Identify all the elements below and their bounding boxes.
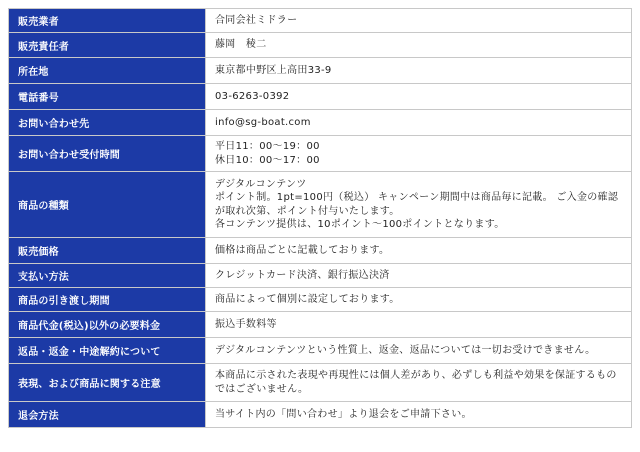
row-label: お問い合わせ受付時間 bbox=[9, 136, 206, 172]
row-value bbox=[206, 264, 632, 288]
value-line: 東京都中野区上高田33-9 bbox=[215, 64, 332, 76]
row-label: 所在地 bbox=[9, 58, 206, 84]
row-value bbox=[206, 402, 632, 428]
table-row-disclaimer bbox=[9, 364, 632, 402]
table-row-address bbox=[9, 58, 632, 84]
row-value bbox=[206, 172, 632, 238]
row-value bbox=[206, 9, 632, 33]
table-row-refund bbox=[9, 338, 632, 364]
row-label: 販売責任者 bbox=[9, 33, 206, 58]
commercial-transactions-table bbox=[8, 8, 632, 428]
row-value bbox=[206, 312, 632, 338]
table-row-contact-hours bbox=[9, 136, 632, 172]
value-line: デジタルコンテンツ bbox=[215, 178, 307, 190]
table-row-delivery bbox=[9, 288, 632, 312]
info-table-container bbox=[8, 8, 632, 428]
row-label: 退会方法 bbox=[9, 402, 206, 428]
row-value bbox=[206, 110, 632, 136]
value-line: 藤岡 稜二 bbox=[215, 39, 267, 51]
value-line: 休日10：00〜17：00 bbox=[215, 154, 320, 166]
table-row-contact bbox=[9, 110, 632, 136]
row-label: 商品の引き渡し期間 bbox=[9, 288, 206, 312]
table-row-seller bbox=[9, 9, 632, 33]
value-line: ポイント制。1pt=100円（税込） キャンペーン期間中は商品毎に記載。 ご入金の確認が取れ次第、ポイント付与いたします。 bbox=[215, 192, 619, 217]
table-row-price bbox=[9, 238, 632, 264]
value-line: 平日11：00〜19：00 bbox=[215, 141, 320, 152]
table-row-responsible-person bbox=[9, 33, 632, 58]
table-row-product-type bbox=[9, 172, 632, 238]
row-value bbox=[206, 338, 632, 364]
row-label: 商品代金(税込)以外の必要料金 bbox=[9, 312, 206, 338]
row-value bbox=[206, 364, 632, 402]
row-label: お問い合わせ先 bbox=[9, 110, 206, 136]
value-line: 本商品に示された表現や再現性には個人差があり、必ずしも利益や効果を保証するものではございません。 bbox=[215, 370, 617, 395]
row-value bbox=[206, 238, 632, 264]
value-line: 各コンテンツ提供は、10ポイント〜100ポイントとなります。 bbox=[215, 219, 505, 230]
value-line: 03-6263-0392 bbox=[215, 90, 290, 102]
value-line: 商品によって個別に設定しております。 bbox=[215, 293, 400, 305]
value-line: 振込手数料等 bbox=[215, 318, 277, 330]
row-label: 商品の種類 bbox=[9, 172, 206, 238]
row-value bbox=[206, 58, 632, 84]
row-label: 電話番号 bbox=[9, 84, 206, 110]
row-value bbox=[206, 136, 632, 172]
table-row-payment bbox=[9, 264, 632, 288]
row-value bbox=[206, 33, 632, 58]
row-label: 販売価格 bbox=[9, 238, 206, 264]
value-line: 価格は商品ごとに記載しております。 bbox=[215, 244, 390, 256]
value-line: 当サイト内の「問い合わせ」より退会をご申請下さい。 bbox=[215, 408, 472, 420]
table-row-phone bbox=[9, 84, 632, 110]
row-label: 支払い方法 bbox=[9, 264, 206, 288]
contact-email: info@sg-boat.com bbox=[215, 116, 311, 128]
row-value bbox=[206, 288, 632, 312]
value-line: デジタルコンテンツという性質上、返金、返品については一切お受けできません。 bbox=[215, 344, 596, 356]
row-label: 返品・返金・中途解約について bbox=[9, 338, 206, 364]
row-value bbox=[206, 84, 632, 110]
value-line: 合同会社ミドラー bbox=[215, 14, 298, 26]
value-line: クレジットカード決済、銀行振込決済 bbox=[215, 269, 390, 281]
table-row-extra-fees bbox=[9, 312, 632, 338]
table-row-withdrawal bbox=[9, 402, 632, 428]
row-label: 販売業者 bbox=[9, 9, 206, 33]
row-label: 表現、および商品に関する注意 bbox=[9, 364, 206, 402]
